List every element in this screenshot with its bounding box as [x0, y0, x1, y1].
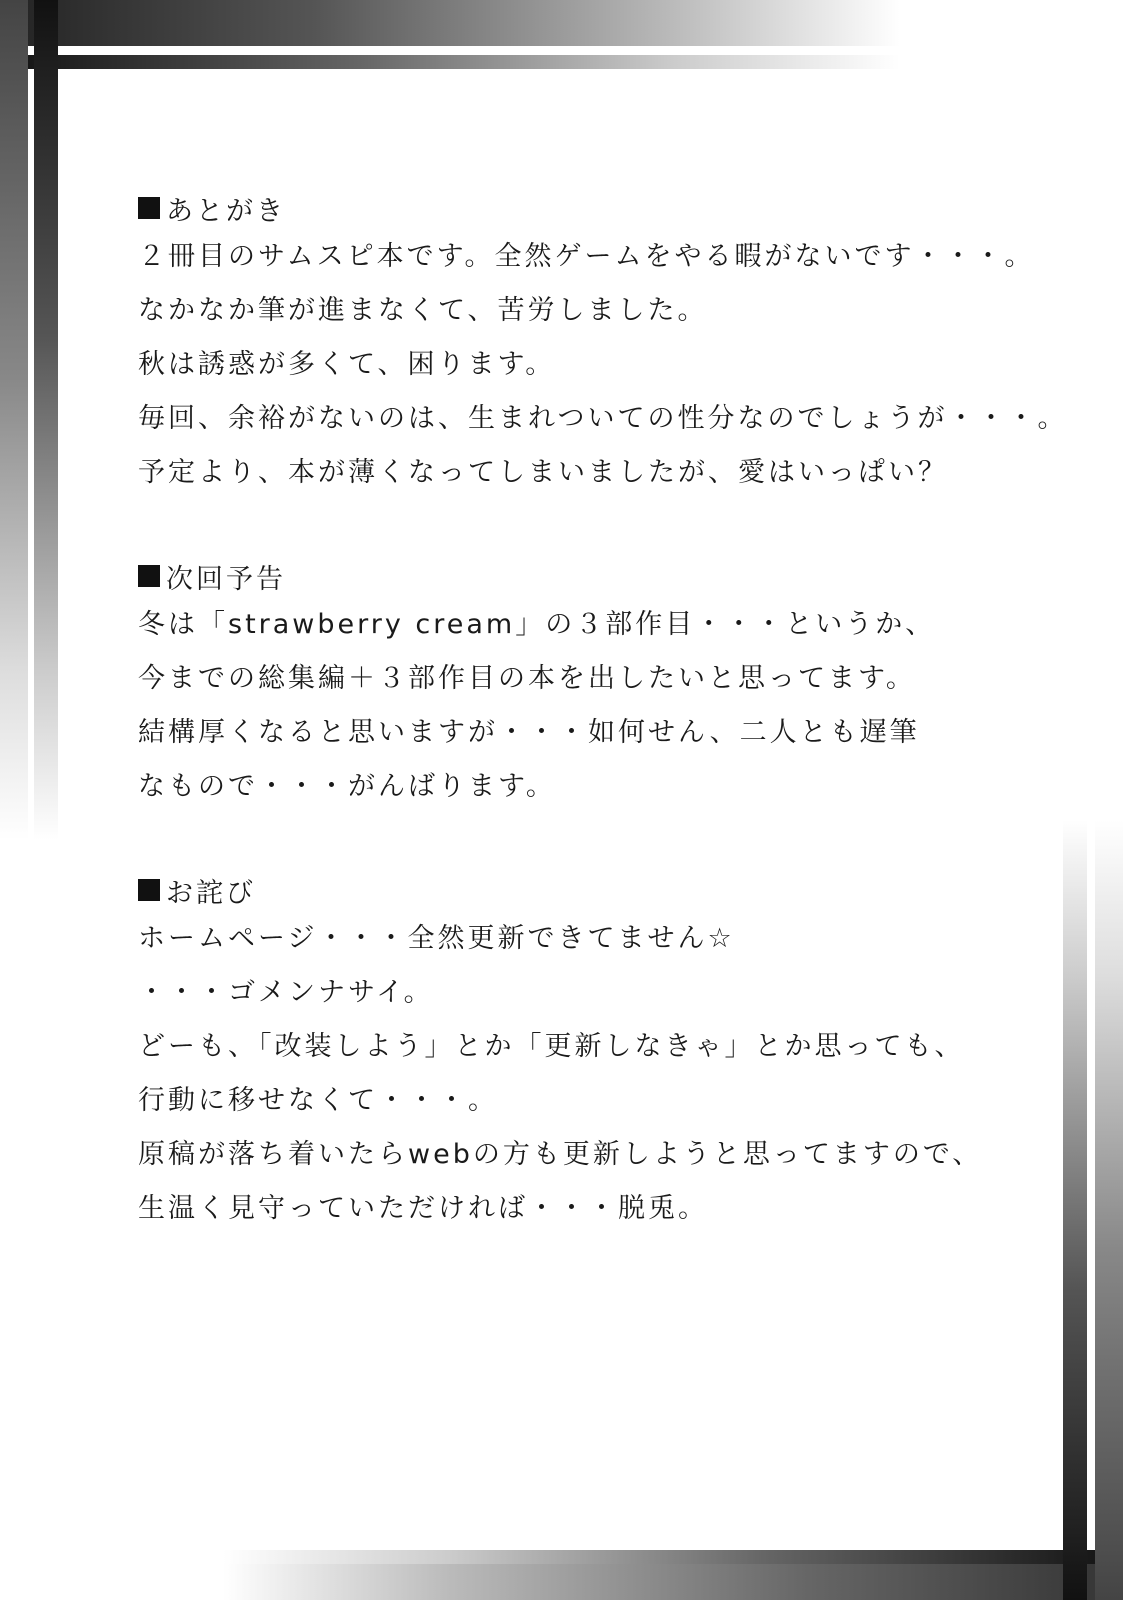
text-line: ホームページ・・・全然更新できてません☆ [138, 923, 735, 954]
text-line: なかなか筆が進まなくて、苦労しました。 [138, 295, 708, 326]
frame-left-bar [0, 0, 28, 840]
heading-text: あとがき [166, 195, 286, 227]
square-bullet-icon [138, 197, 160, 219]
frame-left-bar-inner [34, 0, 58, 840]
text-line: 生温く見守っていただければ・・・脱兎。 [138, 1193, 708, 1224]
frame-right-bar [1095, 820, 1123, 1600]
square-bullet-icon [138, 879, 160, 901]
document-body [138, 186, 1078, 1290]
section-next-preview [138, 554, 1078, 814]
section-apology [138, 868, 1078, 1236]
text-line: 毎回、余裕がないのは、生まれついての性分なのでしょうが・・・。 [138, 403, 1068, 434]
section-heading [138, 554, 1078, 598]
heading-text: 次回予告 [166, 563, 286, 595]
text-line: 行動に移せなくて・・・。 [138, 1085, 498, 1116]
text-line: なもので・・・がんばります。 [138, 771, 556, 802]
section-afterword [138, 186, 1078, 500]
text-line: 結構厚くなると思いますが・・・如何せん、二人とも遅筆 [138, 717, 920, 748]
text-line: 冬は「strawberry cream」の３部作目・・・というか、 [138, 609, 936, 640]
section-heading [138, 868, 1078, 912]
text-line: ・・・ゴメンナサイ。 [138, 977, 434, 1008]
frame-top-bar-thin [0, 55, 900, 69]
text-line: 予定より、本が薄くなってしまいましたが、愛はいっぱい？ [138, 457, 948, 488]
frame-top-bar [0, 0, 900, 46]
heading-text: お詫び [166, 877, 256, 909]
text-line: どーも、「改装しよう」とか「更新しなきゃ」とか思っても、 [138, 1031, 965, 1062]
text-line: 今までの総集編＋３部作目の本を出したいと思ってます。 [138, 663, 916, 694]
square-bullet-icon [138, 565, 160, 587]
text-line: 原稿が落ち着いたらwebの方も更新しようと思ってますので、 [138, 1139, 983, 1170]
frame-bottom-bar-thin [223, 1550, 1123, 1564]
frame-bottom-bar [223, 1564, 1123, 1600]
section-heading [138, 186, 1078, 230]
text-line: 秋は誘惑が多くて、困ります。 [138, 349, 556, 380]
text-line: ２冊目のサムスピ本です。全然ゲームをやる暇がないです・・・。 [138, 241, 1035, 272]
